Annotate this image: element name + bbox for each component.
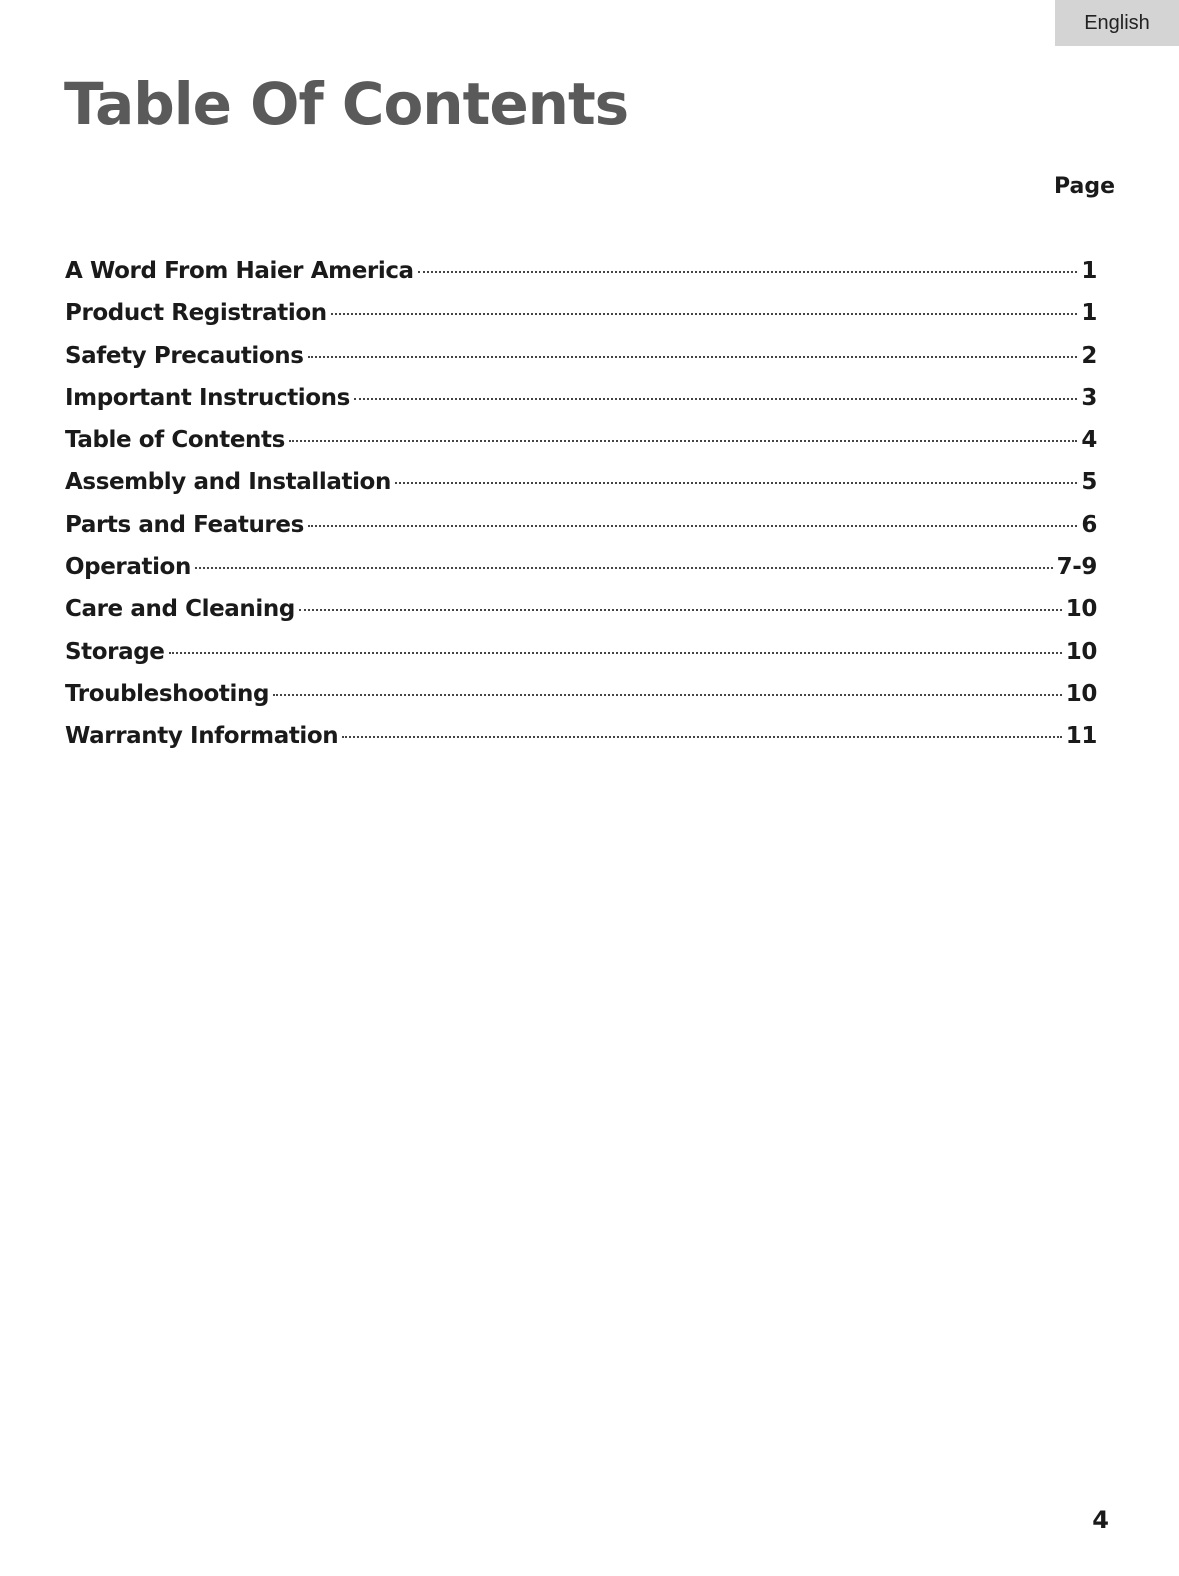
toc-entry: [65, 639, 1097, 681]
toc-entry: [65, 512, 1097, 554]
toc-entry-label: Storage: [65, 638, 165, 665]
toc-entry-page: 7-9: [1056, 554, 1097, 581]
toc-entry-page: 10: [1065, 638, 1097, 665]
dot-leader: [354, 398, 1077, 400]
toc-entry-label: Assembly and Installation: [65, 469, 391, 496]
toc-entry-page: 6: [1081, 511, 1097, 538]
toc-entry: [65, 469, 1097, 511]
dot-leader: [395, 482, 1077, 484]
dot-leader: [289, 440, 1077, 442]
toc-entry-page: 1: [1081, 300, 1097, 327]
toc-entry: [65, 427, 1097, 469]
toc-entry: [65, 385, 1097, 427]
toc-entry-page: 2: [1081, 342, 1097, 369]
toc-entry-page: 3: [1081, 384, 1097, 411]
dot-leader: [308, 525, 1078, 527]
toc-entry: [65, 723, 1097, 765]
toc-entry: [65, 258, 1097, 300]
toc-entry-page: 11: [1065, 723, 1097, 750]
dot-leader: [299, 609, 1062, 611]
toc-entry-label: Operation: [65, 554, 191, 581]
toc-entry: [65, 596, 1097, 638]
toc-entry-label: Product Registration: [65, 300, 327, 327]
toc-entry-page: 1: [1081, 258, 1097, 284]
toc-entry: [65, 681, 1097, 723]
toc-entry-page: 10: [1065, 680, 1097, 707]
toc-entry-label: Important Instructions: [65, 384, 350, 411]
page-title: Table Of Contents: [64, 70, 629, 138]
page-number: 4: [1092, 1506, 1109, 1534]
toc-entry-label: Warranty Information: [65, 723, 339, 750]
page-column-header: Page: [1053, 174, 1115, 199]
toc-list: [65, 258, 1097, 766]
toc-entry-page: 10: [1065, 596, 1097, 623]
dot-leader: [273, 694, 1062, 696]
dot-leader: [195, 567, 1053, 569]
dot-leader: [169, 652, 1062, 654]
dot-leader: [418, 271, 1078, 273]
dot-leader: [331, 313, 1078, 315]
toc-entry: [65, 300, 1097, 342]
toc-entry: [65, 343, 1097, 385]
toc-entry-label: Care and Cleaning: [65, 596, 295, 623]
toc-entry-page: 4: [1081, 427, 1097, 454]
language-tab: English: [1055, 0, 1179, 46]
toc-entry: [65, 554, 1097, 596]
dot-leader: [308, 356, 1078, 358]
toc-entry-label: Safety Precautions: [65, 342, 304, 369]
toc-entry-label: Table of Contents: [65, 427, 285, 454]
toc-entry-label: Parts and Features: [65, 511, 304, 538]
dot-leader: [342, 736, 1062, 738]
toc-entry-label: Troubleshooting: [65, 680, 270, 707]
toc-entry-page: 5: [1081, 469, 1097, 496]
toc-entry-label: A Word From Haier America: [65, 258, 414, 284]
